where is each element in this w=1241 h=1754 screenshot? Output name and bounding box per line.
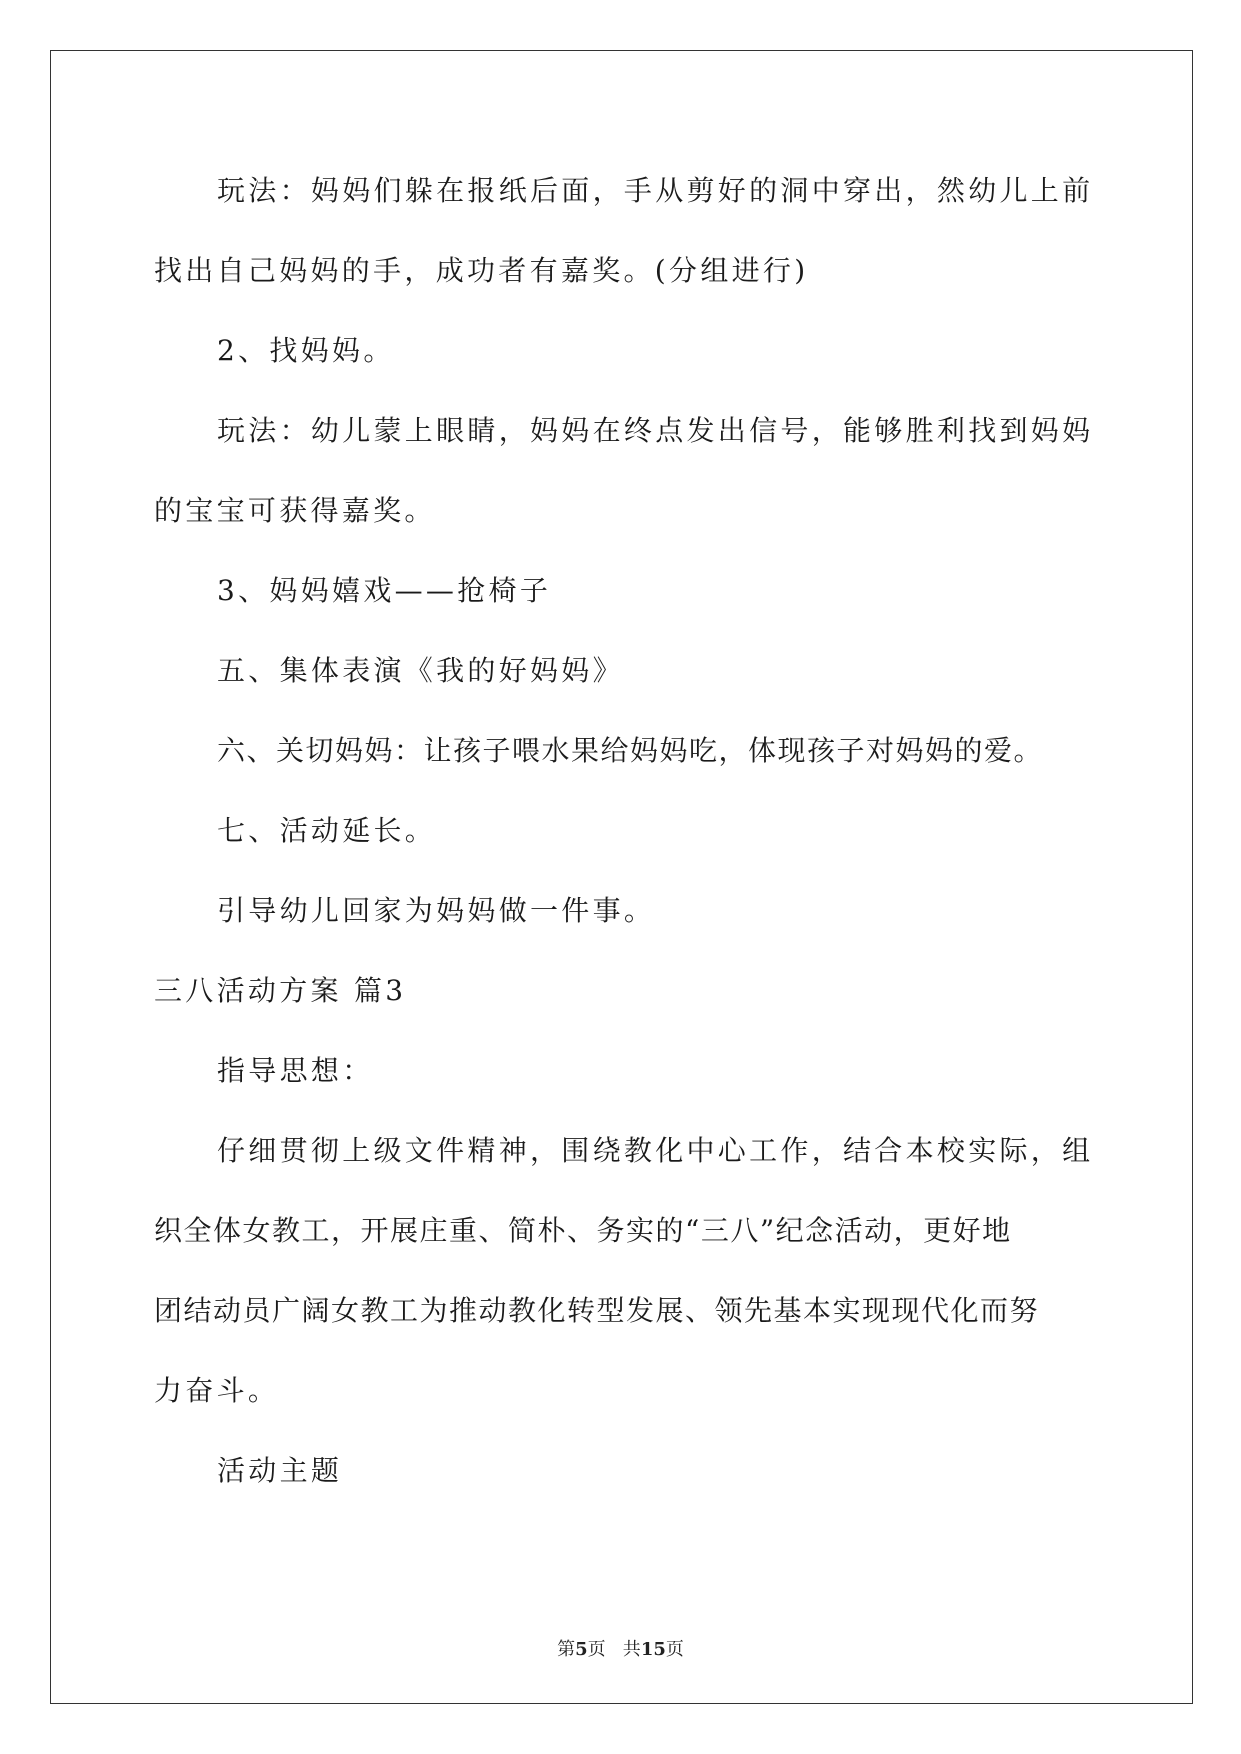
total-page-count: 15 — [640, 1639, 666, 1660]
paragraph-line: 2、找妈妈。 — [217, 334, 395, 367]
section-heading: 三八活动方案 篇3 — [154, 974, 407, 1007]
paragraph-line: 七、活动延长。 — [217, 814, 437, 847]
paragraph-line: 3、妈妈嬉戏——抢椅子 — [217, 574, 552, 607]
paragraph-line: 仔细贯彻上级文件精神，围绕教化中心工作，结合本校实际，组 — [217, 1134, 1094, 1167]
paragraph-line: 活动主题 — [217, 1454, 343, 1487]
page-footer — [0, 1638, 1241, 1662]
paragraph-line: 五、集体表演《我的好妈妈》 — [217, 654, 624, 687]
paragraph-line: 团结动员广阔女教工为推动教化转型发展、领先基本实现现代化而努 — [154, 1294, 1040, 1327]
paragraph-line: 织全体女教工，开展庄重、简朴、务实的“三八”纪念活动，更好地 — [154, 1214, 1012, 1247]
paragraph-line: 引导幼儿回家为妈妈做一件事。 — [217, 894, 656, 927]
paragraph-line: 的宝宝可获得嘉奖。 — [154, 494, 436, 527]
paragraph-line: 玩法：幼儿蒙上眼睛，妈妈在终点发出信号，能够胜利找到妈妈 — [217, 414, 1094, 447]
current-page-number: 5 — [575, 1639, 588, 1660]
footer-suffix: 页 — [665, 1639, 684, 1660]
paragraph-line: 六、关切妈妈：让孩子喂水果给妈妈吃，体现孩子对妈妈的爱。 — [217, 734, 1044, 767]
paragraph-line: 指导思想： — [217, 1054, 374, 1087]
paragraph-line: 找出自己妈妈的手，成功者有嘉奖。(分组进行) — [154, 254, 809, 287]
paragraph-line: 力奋斗。 — [154, 1374, 280, 1407]
footer-mid: 页 共 — [587, 1639, 641, 1660]
paragraph-line: 玩法：妈妈们躲在报纸后面，手从剪好的洞中穿出，然幼儿上前 — [217, 174, 1094, 207]
footer-prefix: 第 — [557, 1639, 576, 1660]
